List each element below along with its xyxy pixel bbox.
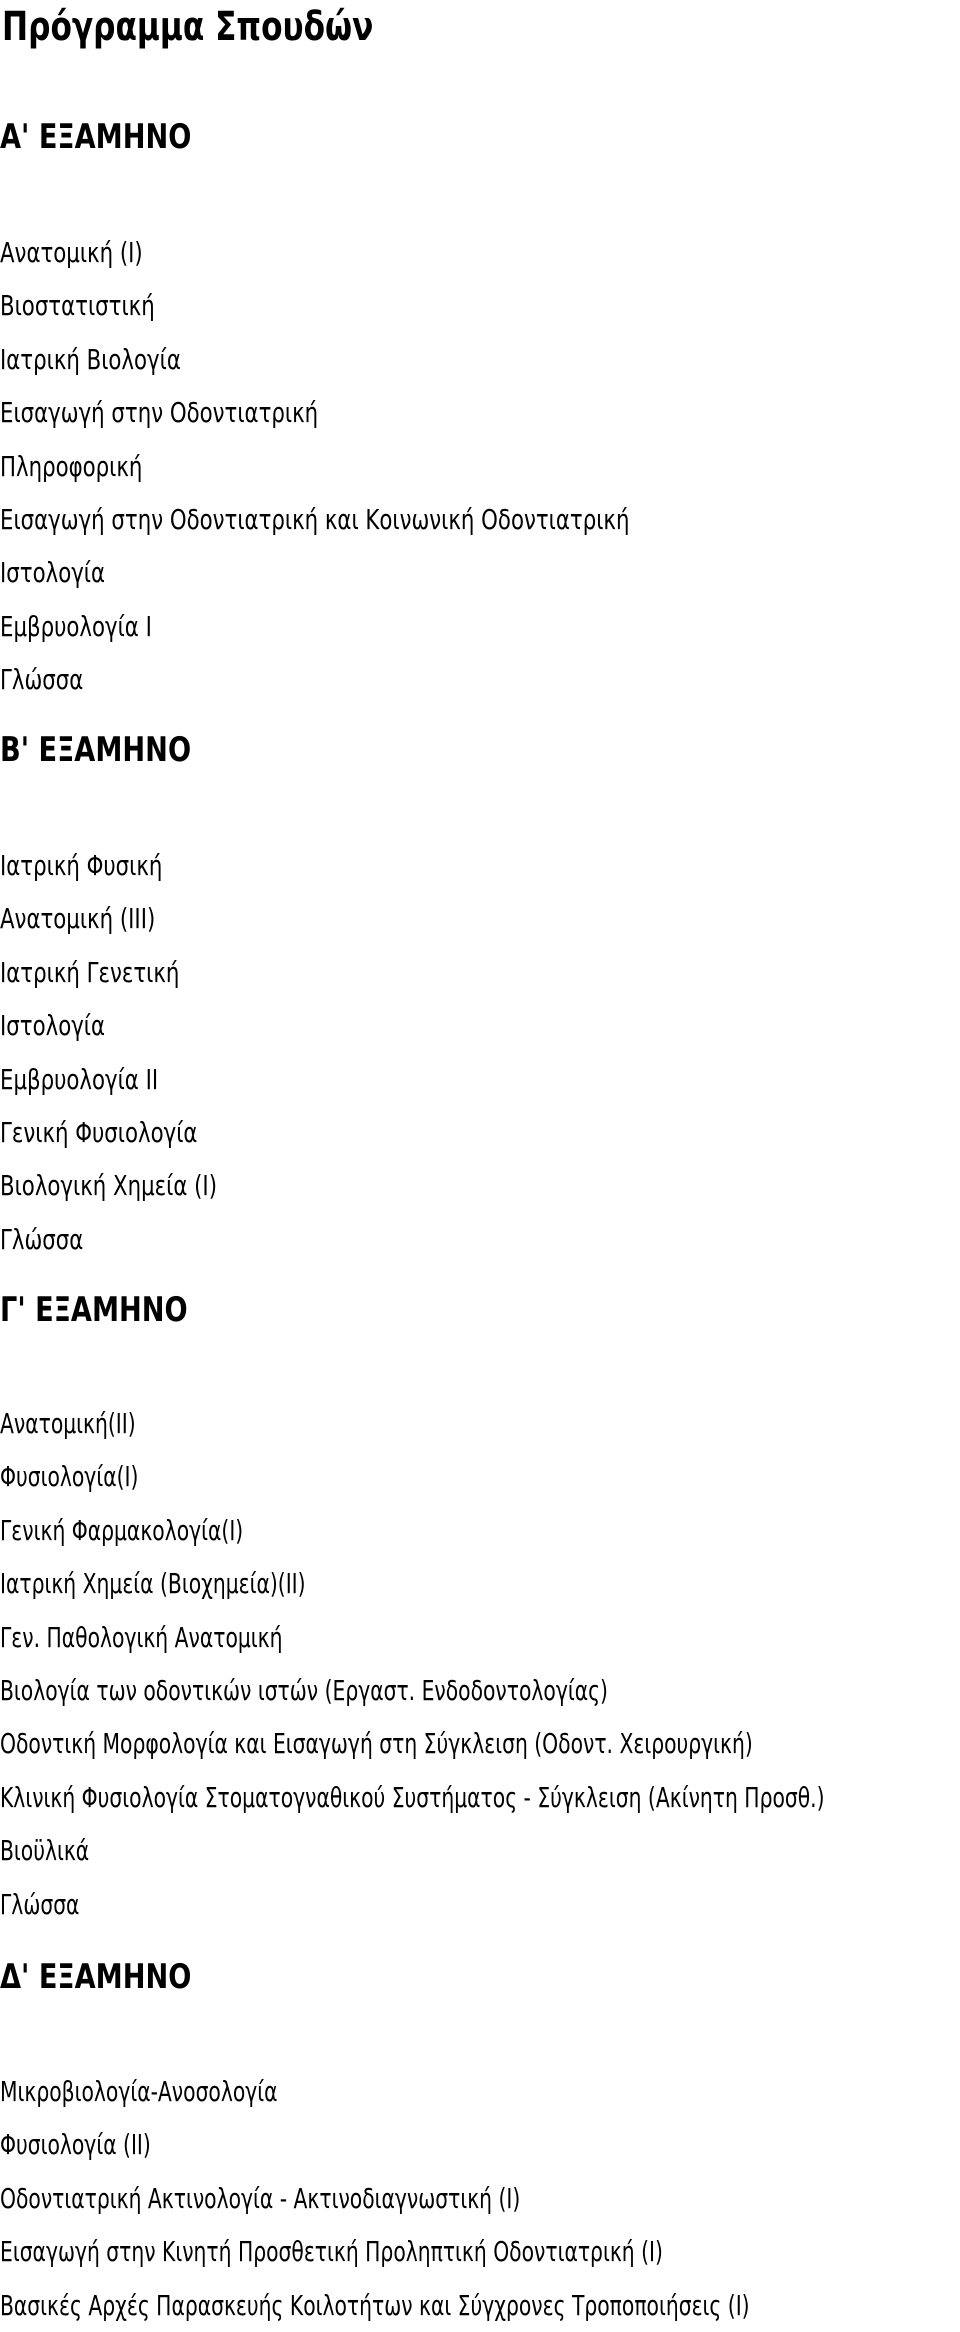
list-item: Γλώσσα bbox=[0, 1222, 84, 1256]
semester-c-heading: Γ' ΕΞΑΜΗΝΟ bbox=[0, 1290, 188, 1330]
list-item: Ανατομική(ΙΙ) bbox=[0, 1407, 136, 1440]
semester-b-heading: Β' ΕΞΑΜΗΝΟ bbox=[0, 730, 192, 770]
list-item: Εμβρυολογία ΙΙ bbox=[0, 1062, 159, 1096]
semester-d-section bbox=[0, 1952, 960, 2332]
list-item: Πληροφορική bbox=[0, 449, 143, 483]
list-item: Ιατρική Χημεία (Βιοχημεία)(ΙΙ) bbox=[0, 1567, 306, 1601]
list-item: Φυσιολογία (ΙΙ) bbox=[0, 2128, 151, 2162]
semester-a-section bbox=[0, 112, 960, 707]
list-item: Ιατρική Φυσική bbox=[0, 849, 163, 882]
list-item: Βιολογία των οδοντικών ιστών (Εργαστ. Ενδοδοντολογίας) bbox=[0, 1673, 608, 1707]
semester-c-course-list bbox=[0, 1397, 960, 1931]
list-item: Ιστολογία bbox=[0, 1009, 106, 1043]
list-item: Εισαγωγή στην Οδοντιατρική και Κοινωνική Οδοντιατρική bbox=[0, 502, 630, 536]
page-title: Πρόγραμμα Σπουδών bbox=[2, 4, 374, 50]
list-item: Εμβρυολογία Ι bbox=[0, 609, 152, 643]
list-item: Μικροβιολογία-Ανοσολογία bbox=[0, 2075, 278, 2108]
semester-d-course-list bbox=[0, 2065, 960, 2332]
list-item: Ιατρική Βιολογία bbox=[0, 342, 181, 376]
list-item: Γενική Φυσιολογία bbox=[0, 1115, 198, 1149]
list-item: Κλινική Φυσιολογία Στοματογναθικού Συστήματος - Σύγκλειση (Ακίνητη Προσθ.) bbox=[0, 1780, 825, 1814]
list-item: Οδοντιατρική Ακτινολογία - Ακτινοδιαγνωστική (Ι) bbox=[0, 2181, 521, 2215]
list-item: Φυσιολογία(Ι) bbox=[0, 1460, 139, 1494]
list-item: Οδοντική Μορφολογία και Εισαγωγή στη Σύγκλειση (Οδοντ. Χειρουργική) bbox=[0, 1727, 753, 1761]
list-item: Εισαγωγή στην Κινητή Προσθετική Προληπτική Οδοντιατρική (Ι) bbox=[0, 2235, 663, 2269]
list-item: Ανατομική (Ι) bbox=[0, 236, 143, 269]
semester-b-section bbox=[0, 725, 960, 1266]
list-item: Βιοϋλικά bbox=[0, 1834, 90, 1868]
list-item: Γεν. Παθολογική Ανατομική bbox=[0, 1620, 283, 1654]
semester-a-course-list bbox=[0, 226, 960, 707]
list-item: Βασικές Αρχές Παρασκευής Κοιλοτήτων και Σύγχρονες Τροποποιήσεις (Ι) bbox=[0, 2288, 750, 2322]
list-item: Ιατρική Γενετική bbox=[0, 955, 180, 989]
list-item: Βιοστατιστική bbox=[0, 289, 155, 323]
list-item: Γλώσσα bbox=[0, 663, 84, 697]
list-item: Εισαγωγή στην Οδοντιατρική bbox=[0, 396, 319, 430]
list-item: Γενική Φαρμακολογία(Ι) bbox=[0, 1513, 244, 1547]
list-item: Βιολογική Χημεία (Ι) bbox=[0, 1169, 218, 1203]
list-item: Ανατομική (ΙΙΙ) bbox=[0, 902, 156, 936]
list-item: Γλώσσα bbox=[0, 1887, 80, 1921]
semester-d-heading: Δ' ΕΞΑΜΗΝΟ bbox=[0, 1957, 192, 1997]
semester-b-course-list bbox=[0, 839, 960, 1266]
list-item: Ιστολογία bbox=[0, 556, 106, 590]
semester-a-heading: Α' ΕΞΑΜΗΝΟ bbox=[0, 117, 192, 157]
semester-c-section bbox=[0, 1285, 960, 1931]
